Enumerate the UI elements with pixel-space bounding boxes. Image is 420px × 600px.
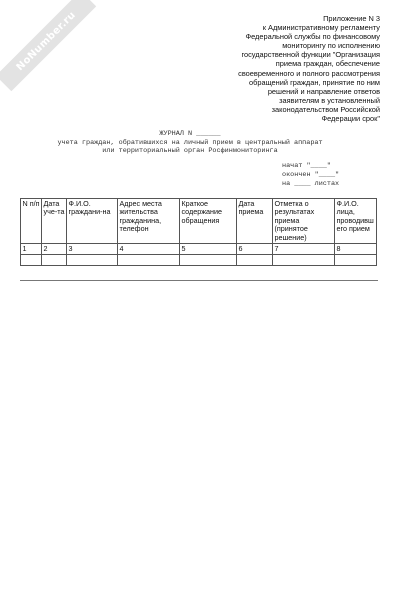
journal-subtitle-line-1: учета граждан, обратившихся на личный прием в центральный аппарат [57, 138, 323, 147]
appendix-line: государственной функции "Организация [241, 50, 380, 60]
table-cell [118, 255, 180, 266]
journal-title: ЖУРНАЛ N ______ [159, 130, 221, 138]
table-cell [335, 255, 377, 266]
appendix-line: обращений граждан, принятие по ним [249, 77, 380, 87]
table-cell [273, 255, 335, 266]
column-header: Адрес места жительства гражданина, телефон [118, 199, 180, 244]
column-number: 7 [273, 244, 335, 255]
column-header: Ф.И.О. лица, проводившего прием [335, 199, 377, 244]
appendix-line: заявителям в установленный [279, 95, 380, 105]
table-cell [237, 255, 273, 266]
table-cell [180, 255, 237, 266]
appendix-line: приема граждан, обеспечение [275, 59, 380, 69]
table-row [21, 255, 377, 266]
column-number: 6 [237, 244, 273, 255]
watermark-text: NoNumber.ru [14, 9, 78, 73]
watermark [0, 0, 96, 91]
journal-dates [282, 162, 339, 190]
sheet-count: на ____ листах [282, 180, 340, 189]
appendix-line: своевременного и полного рассмотрения [238, 68, 380, 78]
journal-heading [20, 130, 360, 156]
column-header: Дата приема [237, 199, 273, 244]
column-number: 8 [335, 244, 377, 255]
appendix-line: Федеральной службы по финансовому [245, 32, 380, 42]
column-number: 3 [67, 244, 118, 255]
appendix-line: решений и направление ответов [267, 86, 380, 96]
column-header: N п/п [21, 199, 42, 244]
appendix-block [190, 14, 380, 123]
appendix-line: мониторингу по исполнению [282, 41, 380, 51]
appendix-line: к Административному регламенту [262, 23, 380, 33]
appendix-line: законодательством Российской [271, 104, 380, 114]
column-number: 1 [21, 244, 42, 255]
column-header: Отметка о результатах приема (принятое решение) [273, 199, 335, 244]
table-header-row [21, 199, 377, 244]
appendix-line: Приложение N 3 [323, 14, 380, 23]
table-cell [67, 255, 118, 266]
column-number: 2 [42, 244, 67, 255]
appendix-line: Федерации срок" [321, 114, 380, 124]
journal-subtitle-line-2: или территориальный орган Росфинмониторинга [102, 147, 278, 156]
column-header: Краткое содержание обращения [180, 199, 237, 244]
journal-table [20, 198, 377, 266]
table-cell [42, 255, 67, 266]
finished-date: окончен "____" [282, 171, 340, 180]
table-cell [21, 255, 42, 266]
divider-line [20, 280, 378, 281]
column-header: Ф.И.О. граждани-на [67, 199, 118, 244]
column-header: Дата уче-та [42, 199, 67, 244]
column-number: 4 [118, 244, 180, 255]
started-date: начат "____" [282, 162, 331, 170]
column-number: 5 [180, 244, 237, 255]
table-number-row [21, 244, 377, 255]
